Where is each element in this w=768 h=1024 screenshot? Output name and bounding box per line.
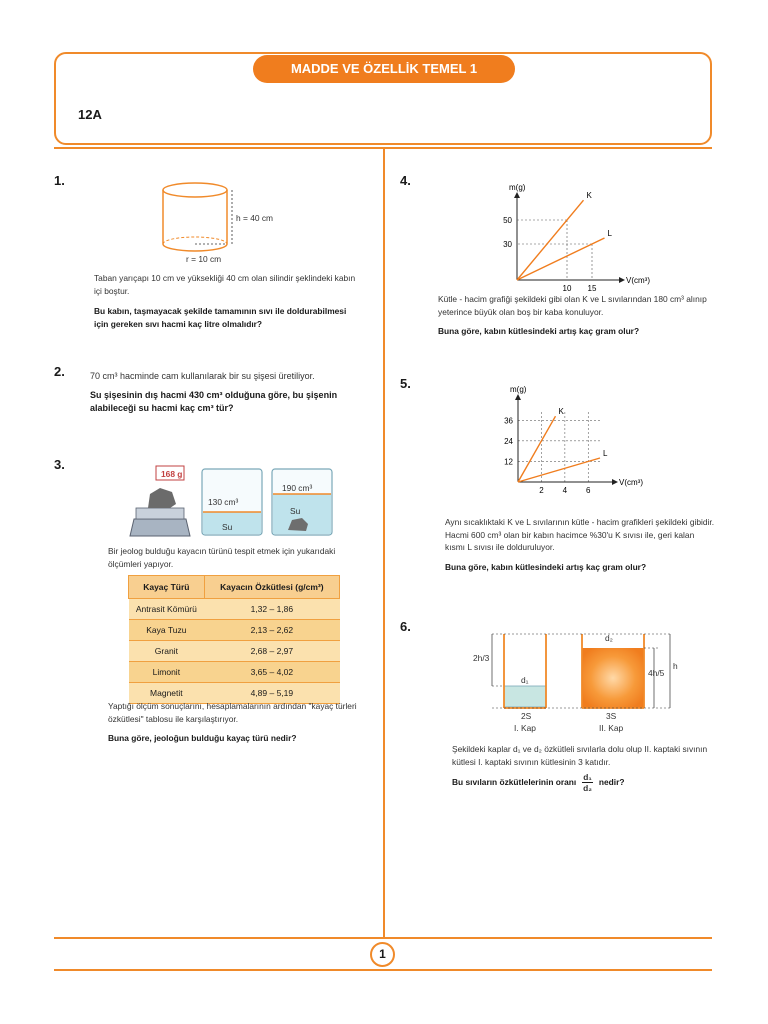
x-tick-label: 15 xyxy=(587,284,597,293)
beaker1-liquid: Su xyxy=(222,522,233,532)
q3-text: Bir jeolog bulduğu kayacın türünü tespit etmek için yukarıdaki ölçümleri yapıyor. xyxy=(108,546,336,569)
q4-question xyxy=(438,325,714,338)
y-tick-label: 30 xyxy=(503,240,512,249)
q6-text: Şekildeki kaplar d₁ ve d₂ özkütleli sıvılarla dolu olup II. kaptaki sıvının kütlesi I. kaptaki sıvının kütlesinin 3 katıdır. xyxy=(452,744,708,767)
table-row xyxy=(129,599,340,620)
series-label-l: L xyxy=(603,449,608,458)
q4-text: Kütle - hacim grafiği şekildeki gibi olan K ve L sıvılarından 180 cm³ alınıp yeterince büyük olan boş bir kaba konuluyor. xyxy=(438,294,707,317)
series-label-l: L xyxy=(607,229,612,238)
q5-question xyxy=(445,561,715,574)
rock-name: Kaya Tuzu xyxy=(129,620,205,641)
y-axis-label: m(g) xyxy=(509,183,526,192)
table-row xyxy=(129,641,340,662)
q1-text: Taban yarıçapı 10 cm ve yüksekliği 40 cm olan silindir şeklindeki kabın içi boştur. xyxy=(94,273,356,296)
label-h: h xyxy=(673,661,678,671)
series-label-k: K xyxy=(586,191,592,201)
y-tick-label: 50 xyxy=(503,216,512,225)
rock-density: 2,13 – 2,62 xyxy=(204,620,339,641)
worksheet-title: MADDE VE ÖZELLİK TEMEL 1 xyxy=(253,55,515,83)
question-number-4: 4. xyxy=(400,173,411,188)
y-axis-label: m(g) xyxy=(510,385,527,394)
rock-density: 4,89 – 5,19 xyxy=(204,683,339,704)
footer-divider-bottom xyxy=(54,969,712,971)
rock-density: 3,65 – 4,02 xyxy=(204,662,339,683)
cylinder-figure xyxy=(150,178,310,266)
label-d2: d₂ xyxy=(605,633,613,643)
footer-divider-top xyxy=(54,937,712,939)
question-number-6: 6. xyxy=(400,619,411,634)
label-2h-3: 2h/3 xyxy=(473,653,490,663)
question-number-1: 1. xyxy=(54,173,65,188)
q2-question xyxy=(90,389,366,414)
label-2s: 2S xyxy=(521,711,532,721)
rock-density: 2,68 – 2,97 xyxy=(204,641,339,662)
question-number-5: 5. xyxy=(400,376,411,391)
q6-question-suffix: nedir? xyxy=(598,777,625,788)
mass-volume-chart-q5 xyxy=(490,376,670,504)
series-line-l xyxy=(517,238,605,280)
x-axis-label: V(cm³) xyxy=(619,478,643,487)
label-kap-2: II. Kap xyxy=(599,723,624,733)
y-tick-label: 12 xyxy=(504,457,513,467)
x-tick-label: 10 xyxy=(562,284,572,293)
q5-text: Aynı sıcaklıktaki K ve L sıvılarının kütle - hacim grafikleri şekildeki gibidir. Hacmi 600 cm³ olan bir kabın hacimce %30'u K sıvısı ile, geri kalan kısmı L sıvısı ile dolduruluyor. xyxy=(445,517,715,552)
x-tick-label: 4 xyxy=(562,486,568,495)
x-axis-label: V(cm³) xyxy=(626,276,650,285)
q4-question-text: Buna göre, kabın kütlesindeki artış kaç gram olur? xyxy=(438,326,640,336)
class-code: 12A xyxy=(78,107,102,122)
y-tick-label: 24 xyxy=(504,436,513,446)
q3-text-2: Yaptığı ölçüm sonuçlarını, hesaplamalarının ardından "kayaç türleri özkütlesi" tablosu ile karşılaştırıyor. xyxy=(108,701,357,724)
label-d1: d₁ xyxy=(521,675,529,685)
q3-question-text: Buna göre, jeoloğun bulduğu kayaç türü nedir? xyxy=(108,733,297,743)
series-label-k: K xyxy=(558,407,564,417)
column-divider xyxy=(383,147,385,937)
beaker2-liquid: Su xyxy=(290,506,301,516)
rock-density: 1,32 – 1,86 xyxy=(204,599,339,620)
x-axis-arrow xyxy=(612,479,618,485)
x-axis-arrow xyxy=(619,277,625,283)
q3-question xyxy=(108,732,368,745)
question-number-3: 3. xyxy=(54,457,65,472)
label-4h-5: 4h/5 xyxy=(648,668,665,678)
rock-name: Magnetit xyxy=(129,683,205,704)
y-axis-arrow xyxy=(515,394,521,400)
mass-volume-chart-q4 xyxy=(490,176,670,294)
table-header-row xyxy=(129,576,340,599)
series-line-k xyxy=(517,200,584,280)
cylinder-height-label: h = 40 cm xyxy=(236,213,274,223)
rock-density-table xyxy=(128,575,340,704)
label-3s: 3S xyxy=(606,711,617,721)
q6-question xyxy=(452,772,716,793)
x-tick-label: 2 xyxy=(539,486,544,495)
x-tick-label: 6 xyxy=(586,486,591,495)
q1-question-text: Bu kabın, taşmayacak şekilde tamamının sıvı ile doldurabilmesi için gereken sıvı hacmi kaç litre olmalıdır? xyxy=(94,306,347,329)
table-header: Kayacın Özkütlesi (g/cm³) xyxy=(204,576,339,599)
cylinder-radius-label: r = 10 cm xyxy=(186,254,222,264)
q2-question-text: Su şişesinin dış hacmi 430 cm³ olduğuna göre, bu şişenin alabileceği su hacmi kaç cm³ tür? xyxy=(90,390,338,413)
q2-text: 70 cm³ hacminde cam kullanılarak bir su şişesi üretiliyor. xyxy=(90,371,315,381)
q6-question-text: Bu sıvıların özkütlelerinin oranı xyxy=(452,777,577,788)
ratio-fraction xyxy=(582,772,593,793)
y-axis-arrow xyxy=(514,192,520,198)
page-number: 1 xyxy=(370,942,395,967)
y-tick-label: 36 xyxy=(504,416,513,426)
rock-name: Antrasit Kömürü xyxy=(129,599,205,620)
q5-question-text: Buna göre, kabın kütlesindeki artış kaç gram olur? xyxy=(445,562,647,572)
q1-question xyxy=(94,305,358,330)
scale-reading: 168 g xyxy=(161,469,183,479)
ratio-numerator: d₁ xyxy=(583,772,592,782)
table-row xyxy=(129,620,340,641)
rock-name: Granit xyxy=(129,641,205,662)
beaker1-volume: 130 cm³ xyxy=(208,497,239,507)
beaker2-volume: 190 cm³ xyxy=(282,483,313,493)
table-row xyxy=(129,662,340,683)
question-number-2: 2. xyxy=(54,364,65,379)
table-header: Kayaç Türü xyxy=(129,576,205,599)
label-kap-1: I. Kap xyxy=(514,723,536,733)
ratio-denominator: d₂ xyxy=(583,783,592,793)
rock-name: Limonit xyxy=(129,662,205,683)
